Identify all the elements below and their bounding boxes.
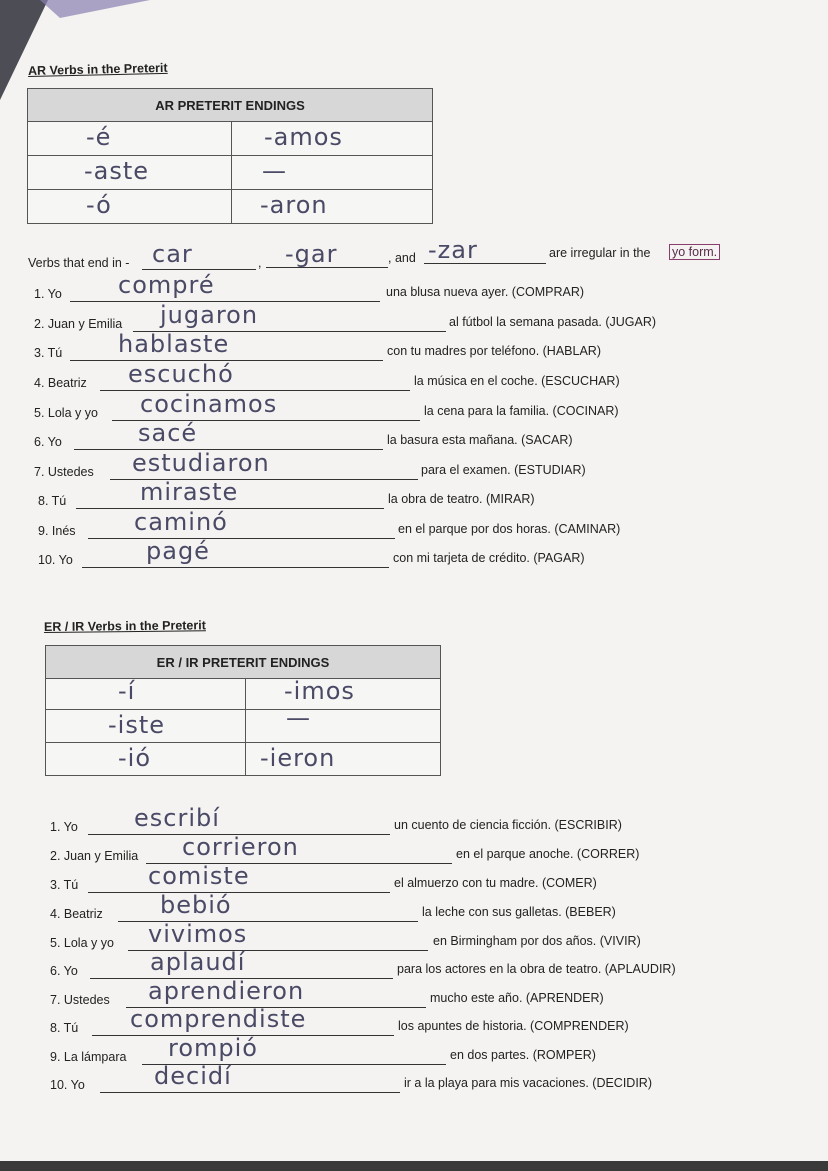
sentence-ending: ir a la playa para mis vacaciones. (DECIDIR) (404, 1076, 652, 1090)
er-ir-ending-nosotros: -imos (284, 677, 355, 705)
ar-exercise-row (0, 390, 828, 424)
er-ir-exercise-row (0, 1062, 828, 1096)
sentence-ending: el almuerzo con tu madre. (COMER) (394, 876, 597, 890)
exercise-subject: 10. Yo (50, 1078, 85, 1092)
handwritten-answer: decidí (154, 1062, 232, 1090)
sentence-ending: en Birmingham por dos años. (VIVIR) (433, 934, 641, 948)
exercise-subject: 7. Ustedes (34, 465, 94, 479)
answer-blank-line (100, 1092, 400, 1093)
exercise-subject: 7. Ustedes (50, 993, 110, 1007)
handwritten-answer: rompió (168, 1034, 258, 1062)
handwritten-answer: aprendieron (148, 977, 305, 1005)
ar-cell (28, 190, 232, 224)
sentence-ending: para los actores en la obra de teatro. (APLAUDIR) (397, 962, 676, 976)
scan-edge (0, 1161, 828, 1171)
exercise-subject: 1. Yo (50, 820, 78, 834)
er-ir-exercise-row (0, 1005, 828, 1039)
ar-cell (232, 156, 433, 190)
ar-table-header: AR PRETERIT ENDINGS (28, 89, 433, 122)
ar-cell (232, 122, 433, 156)
irregular-answer-1: car (152, 240, 193, 268)
exercise-subject: 6. Yo (34, 435, 62, 449)
sentence-ending: en dos partes. (ROMPER) (450, 1048, 596, 1062)
exercise-subject: 9. Inés (38, 524, 76, 538)
handwritten-answer: jugaron (160, 301, 259, 329)
handwritten-answer: miraste (140, 478, 239, 506)
er-ir-table-header: ER / IR PRETERIT ENDINGS (46, 646, 441, 679)
sentence-ending: mucho este año. (APRENDER) (430, 991, 604, 1005)
answer-blank-line (76, 508, 384, 509)
exercise-subject: 8. Tú (50, 1021, 79, 1035)
er-ir-cell (46, 679, 246, 710)
handwritten-answer: escuchó (128, 360, 234, 388)
exercise-subject: 9. La lámpara (50, 1050, 127, 1064)
answer-blank-line (88, 892, 390, 893)
er-ir-cell (46, 710, 246, 743)
handwritten-answer: comprendiste (130, 1005, 307, 1033)
handwritten-answer: cocinamos (140, 390, 278, 418)
handwritten-answer: pagé (146, 537, 210, 565)
ar-ending-el: -ó (86, 191, 112, 219)
sentence-ending: la música en el coche. (ESCUCHAR) (414, 374, 620, 388)
handwritten-answer: comiste (148, 862, 250, 890)
er-ir-ending-yo: -í (118, 677, 136, 705)
er-ir-cell (246, 743, 441, 776)
er-ir-exercise-row (0, 833, 828, 867)
sentence-ending: la basura esta mañana. (SACAR) (387, 433, 573, 447)
er-ir-exercise-row (0, 891, 828, 925)
handwritten-answer: compré (118, 271, 215, 299)
sentence-ending: la leche con sus galletas. (BEBER) (422, 905, 616, 919)
er-ir-ending-blank: — (286, 704, 311, 732)
irregular-prefix: Verbs that end in - (28, 256, 130, 270)
ar-exercise-row (0, 330, 828, 364)
exercise-subject: 6. Yo (50, 964, 78, 978)
er-ir-ending-el: -ió (118, 744, 152, 772)
ar-cell (28, 156, 232, 190)
er-ir-cell (246, 679, 441, 710)
section-title-er-ir: ER / IR Verbs in the Preterit (43, 618, 206, 634)
exercise-subject: 3. Tú (34, 346, 63, 360)
exercise-subject: 4. Beatriz (50, 907, 103, 921)
er-ir-exercise-row (0, 862, 828, 896)
sentence-ending: en el parque anoche. (CORRER) (456, 847, 640, 861)
ar-ending-nosotros: -amos (264, 123, 343, 151)
ar-ending-blank: — (262, 157, 287, 185)
er-ir-cell (46, 743, 246, 776)
answer-blank-line (88, 538, 395, 539)
er-ir-ending-ellos: -ieron (260, 744, 336, 772)
handwritten-answer: sacé (138, 419, 198, 447)
irregular-answer-2: -gar (285, 240, 338, 268)
er-ir-exercise-row (0, 948, 828, 982)
handwritten-answer: bebió (160, 891, 232, 919)
er-ir-endings-table (45, 645, 441, 776)
exercise-subject: 10. Yo (38, 553, 73, 567)
exercise-subject: 2. Juan y Emilia (50, 849, 139, 863)
handwritten-answer: aplaudí (150, 948, 246, 976)
er-ir-exercise-row (0, 804, 828, 838)
er-ir-exercise-row (0, 920, 828, 954)
ar-exercise-row (0, 478, 828, 512)
irregular-blank-1 (142, 269, 256, 270)
irregular-suffix: are irregular in the (549, 246, 651, 260)
ar-exercise-row (0, 537, 828, 571)
exercise-subject: 8. Tú (38, 494, 67, 508)
sentence-ending: la cena para la familia. (COCINAR) (424, 404, 619, 418)
section-title-ar: AR Verbs in the Preterit (27, 60, 168, 78)
sentence-ending: una blusa nueva ayer. (COMPRAR) (386, 285, 585, 299)
sentence-ending: en el parque por dos horas. (CAMINAR) (398, 522, 621, 536)
handwritten-answer: caminó (134, 508, 228, 536)
er-ir-ending-tu: -iste (108, 711, 166, 739)
ar-ending-yo: -é (86, 123, 112, 151)
exercise-subject: 3. Tú (50, 878, 79, 892)
handwritten-answer: corrieron (182, 833, 299, 861)
ar-exercise-row (0, 419, 828, 453)
sentence-ending: al fútbol la semana pasada. (JUGAR) (449, 315, 657, 329)
er-ir-cell (246, 704, 441, 743)
exercise-subject: 4. Beatriz (34, 376, 87, 390)
ar-exercise-row (0, 449, 828, 483)
ar-cell (232, 190, 433, 224)
ar-exercise-row (0, 360, 828, 394)
ar-endings-table (27, 88, 433, 224)
irregular-sep-2: , and (388, 251, 416, 265)
ar-exercise-row (0, 508, 828, 542)
handwritten-answer: vivimos (148, 920, 248, 948)
exercise-subject: 1. Yo (34, 287, 62, 301)
handwritten-answer: estudiaron (132, 449, 270, 477)
sentence-ending: un cuento de ciencia ficción. (ESCRIBIR) (394, 818, 622, 832)
sentence-ending: para el examen. (ESTUDIAR) (421, 463, 586, 477)
exercise-subject: 5. Lola y yo (34, 406, 98, 420)
er-ir-exercise-row (0, 1034, 828, 1068)
irregular-sep-1: , (258, 256, 262, 270)
exercise-subject: 2. Juan y Emilia (34, 317, 123, 331)
ar-ending-tu: -aste (84, 157, 150, 185)
exercise-subject: 5. Lola y yo (50, 936, 114, 950)
er-ir-exercise-row (0, 977, 828, 1011)
handwritten-answer: escribí (134, 804, 220, 832)
yo-form-circled: yo form. (669, 244, 720, 260)
sentence-ending: la obra de teatro. (MIRAR) (388, 492, 535, 506)
sentence-ending: con mi tarjeta de crédito. (PAGAR) (393, 551, 585, 565)
sentence-ending: los apuntes de historia. (COMPRENDER) (398, 1019, 629, 1033)
answer-blank-line (82, 567, 389, 568)
ar-ending-ellos: -aron (260, 191, 328, 219)
sentence-ending: con tu madres por teléfono. (HABLAR) (387, 344, 601, 358)
ar-cell (28, 122, 232, 156)
ar-exercise-row (0, 271, 828, 305)
handwritten-answer: hablaste (118, 330, 230, 358)
irregular-answer-3: -zar (428, 236, 478, 264)
